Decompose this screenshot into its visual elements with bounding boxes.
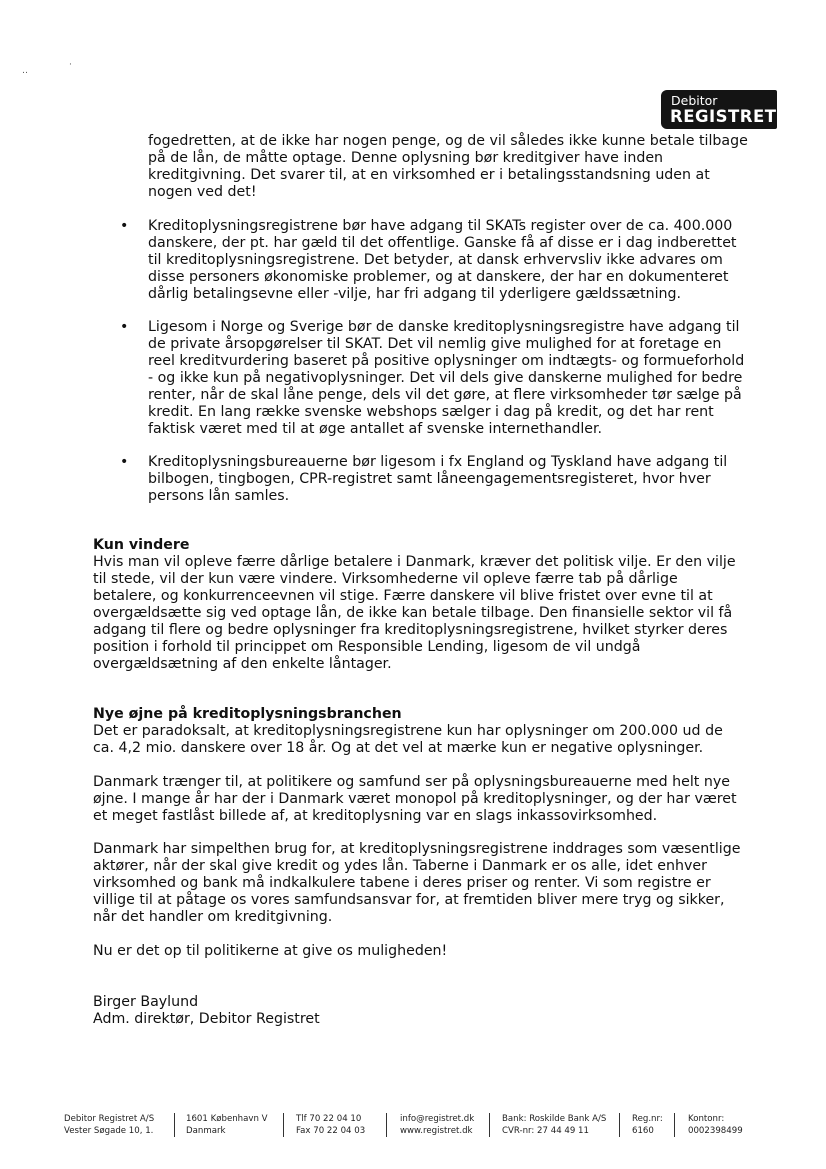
footer-email-link[interactable]: info@registret.dk <box>400 1114 475 1124</box>
section-kun-vindere <box>93 537 743 673</box>
bullet-icon: • <box>120 319 129 335</box>
list-item <box>120 454 748 505</box>
footer-website-link[interactable]: www.registret.dk <box>400 1126 473 1136</box>
footer-cvr: CVR-nr: 27 44 49 11 <box>502 1126 589 1136</box>
footer-fax: Fax 70 22 04 03 <box>296 1126 366 1136</box>
footer-reg-label: Reg.nr: <box>632 1114 663 1124</box>
letterhead-footer <box>0 1113 826 1143</box>
footer-postal: 1601 København V <box>186 1114 268 1124</box>
bullet-icon: • <box>120 454 129 470</box>
footer-company <box>64 1113 154 1137</box>
footer-divider <box>174 1113 175 1137</box>
footer-divider <box>489 1113 490 1137</box>
footer-account-label: Kontonr: <box>688 1114 725 1124</box>
section-nye-ojne <box>93 706 743 757</box>
section-heading: Kun vindere <box>93 537 190 553</box>
footer-account <box>688 1113 743 1137</box>
company-logo <box>661 90 777 129</box>
footer-divider <box>674 1113 675 1137</box>
scan-speck: ‥ <box>22 66 29 76</box>
section-text: Det er paradoksalt, at kreditoplysningsregistrene kun har oplysninger om 200.000 ud de ca. 4,2 mio. danskere over 18 år. Og at det vel at mærke kun er negative oplysninger. <box>93 723 723 756</box>
list-item-text: Kreditoplysningsbureauerne bør ligesom i fx England og Tyskland have adgang til bilbogen, tingbogen, CPR-registret samt låneengagementsregisteret, hvor hver persons lån samles. <box>148 454 728 504</box>
footer-reg-value: 6160 <box>632 1126 654 1136</box>
footer-city <box>186 1113 268 1137</box>
bullet-icon: • <box>120 218 129 234</box>
footer-account-value: 0002398499 <box>688 1126 743 1136</box>
closing-paragraph: Nu er det op til politikerne at give os muligheden! <box>93 943 448 959</box>
footer-divider <box>386 1113 387 1137</box>
list-item-text: Kreditoplysningsregistrene bør have adgang til SKATs register over de ca. 400.000 danskere, der pt. har gæld til det offentlige. Ganske få af disse er i dag indberettet til kreditoplysningsregistrene. Det betyder, at dansk erhvervsliv ikke advares om disse personers økonomiske problemer, og at danskere, der har en dokumenteret dårlig betalingsevne eller -vilje, har fri adgang til yderligere gældssætning. <box>148 218 737 302</box>
section-heading: Nye øjne på kreditoplysningsbranchen <box>93 706 402 722</box>
footer-address: Vester Søgade 10, 1. <box>64 1126 154 1136</box>
scan-speck: · <box>69 60 72 70</box>
logo-line-1: Debitor <box>671 93 718 108</box>
signature-title: Adm. direktør, Debitor Registret <box>93 1011 320 1027</box>
footer-bank-name: Bank: Roskilde Bank A/S <box>502 1114 607 1124</box>
footer-bank <box>502 1113 606 1137</box>
footer-divider <box>619 1113 620 1137</box>
paragraph: Danmark trænger til, at politikere og samfund ser på oplysningsbureauerne med helt nye øjne. I mange år har der i Danmark været monopol på kreditoplysninger, og der har været et meget fastlåst billede af, at kreditoplysning var en slags inkassovirksomhed. <box>93 774 737 824</box>
footer-phone <box>296 1113 365 1137</box>
footer-web <box>400 1113 474 1137</box>
footer-tel: Tlf 70 22 04 10 <box>296 1114 362 1124</box>
logo-line-2: REGISTRET <box>670 107 777 126</box>
list-item <box>120 218 748 303</box>
footer-reg <box>632 1113 663 1137</box>
footer-country: Danmark <box>186 1126 226 1136</box>
signature-block <box>93 994 320 1028</box>
list-item <box>120 319 748 438</box>
footer-divider <box>283 1113 284 1137</box>
signature-name: Birger Baylund <box>93 994 199 1010</box>
list-item-text: Ligesom i Norge og Sverige bør de danske kreditoplysningsregistre have adgang til de private årsopgørelser til SKAT. Det vil nemlig give mulighed for at foretage en reel kreditvurdering baseret på positive oplysninger om indtægts- og formueforhold - og ikke kun på negativoplysninger. Det vil dels give danskerne mulighed for bedre renter, når de skal låne penge, dels vil det gøre, at flere virksomheder tør sælge på kredit. En lang række svenske webshops sælger i dag på kredit, og det har rent faktisk været med til at øge antallet af svenske internethandler. <box>148 319 745 437</box>
footer-company-name: Debitor Registret A/S <box>64 1114 155 1124</box>
section-text: Hvis man vil opleve færre dårlige betalere i Danmark, kræver det politisk vilje. Er den vilje til stede, vil der kun være vindere. Virksomhederne vil opleve færre tab på dårlige betalere, og konkurrenceevnen vil stige. Færre danskere vil blive fristet over evne til at overgældsætte sig ved optage lån, de ikke kan betale tilbage. Den finansielle sektor vil få adgang til flere og bedre oplysninger fra kreditoplysningsregistrene, hvilket styrker deres position i forhold til princippet om Responsible Lending, ligesom de vil undgå overgældsætning af den enkelte låntager. <box>93 554 736 672</box>
paragraph: Danmark har simpelthen brug for, at kreditoplysningsregistrene inddrages som væsentlige aktører, når der skal give kredit og ydes lån. Taberne i Danmark er os alle, idet enhver virksomhed og bank må indkalkulere tabene i deres priser og renter. Vi som registre er villige til at påtage os vores samfundsansvar for, at fremtiden bliver mere tryg og sikker, når det handler om kreditgivning. <box>93 841 741 925</box>
continuation-paragraph: fogedretten, at de ikke har nogen penge, og de vil således ikke kunne betale tilbage på de lån, de måtte optage. Denne oplysning bør kreditgiver have inden kreditgivning. Det svarer til, at en virksomhed er i betalingsstandsning uden at nogen ved det! <box>148 133 748 200</box>
